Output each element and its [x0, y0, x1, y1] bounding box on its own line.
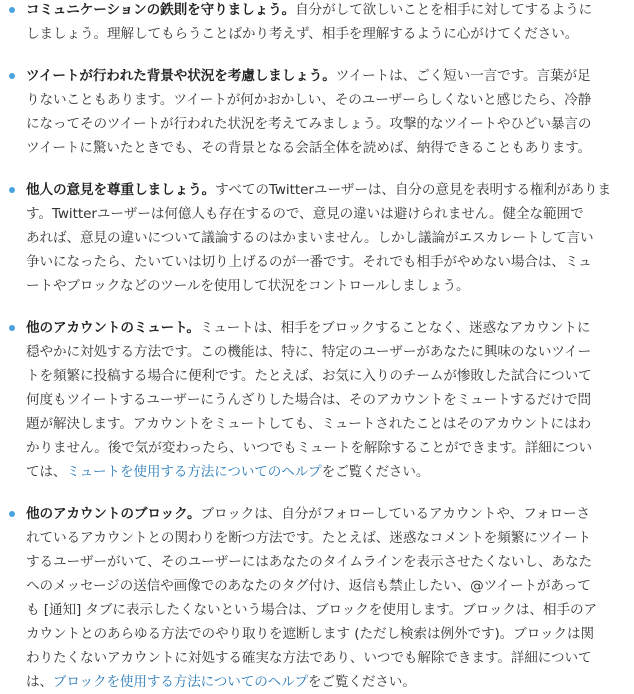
text-line: 題が解決します。アカウントをミュートしても、ミュートされたことはそのアカウントにはわ [26, 416, 592, 432]
rule-heading: コミュニケーションの鉄則を守りましょう。 [26, 2, 296, 18]
rule-text: ツイートは、ごく短い一言です。言葉が足 [335, 68, 591, 84]
rule-heading: 他のアカウントのブロック。 [26, 506, 201, 522]
text-line: 穏やかに対処する方法です。この機能は、特に、特定のユーザーがあなたに興味のないツイー [26, 344, 592, 360]
text-line: りないこともあります。ツイートが何かおかしい、そのユーザーらしくないと感じたら、冷静 [26, 92, 592, 108]
text-line: わりたくないアカウントに対処する確実な方法であり、いつでも解除できます。詳細について [26, 650, 592, 666]
rule-text: は、 [26, 674, 53, 690]
text-line: カウントとのあらゆる方法でのやり取りを遮断します (ただし検索は例外です)。ブロックは関 [26, 626, 594, 642]
block-help-link[interactable]: ブロックを使用する方法についてのヘルプ [52, 674, 309, 690]
rule-text: をご覧ください。 [321, 464, 430, 480]
rule-text: すべてのTwitterユーザーは、自分の意見を表明する権利がありま [215, 182, 612, 198]
text-line: かりません。後で気が変わったら、いつでもミュートを解除することができます。詳細につい [26, 440, 592, 456]
text-line: 何度もツイートするユーザーにうんざりした場合は、そのアカウントをミュートするだけで問 [26, 392, 592, 408]
mute-help-link[interactable]: ミュートを使用する方法についてのヘルプ [66, 464, 322, 480]
rule-heading: 他のアカウントのミュート。 [26, 320, 200, 336]
text-line: しましょう。理解してもらうことばかり考えず、相手を理解するように心がけてください。 [26, 26, 579, 42]
text-line: ツイートに驚いたときでも、その背景となる会話全体を読めば、納得できることもあります。 [26, 140, 592, 156]
rule-text: 自分がして欲しいことを相手に対してするように [295, 2, 593, 18]
rule-heading: 他人の意見を尊重しましょう。 [26, 182, 216, 198]
rule-text: ブロックは、自分がフォローしているアカウントや、フォローさ [200, 506, 590, 522]
text-line: す。Twitterユーザーは何億人も存在するので、意見の違いは避けられません。健全な範囲で [26, 206, 584, 222]
text-line: れているアカウントとの関わりを断つ方法です。たとえば、迷惑なコメントを頻繁にツイート [26, 530, 592, 546]
text-line: 争いになったら、たいていは切り上げるのが一番です。それでも相手がやめない場合は、ミュ [26, 254, 592, 270]
list-item [0, 64, 634, 160]
text-line: あれば、意見の違いについて議論するのはかまいません。しかし議論がエスカレートして言い [26, 230, 594, 246]
rule-text: ては、 [26, 464, 67, 480]
bullet-icon [9, 325, 15, 331]
text-line [26, 670, 634, 694]
rule-heading: ツイートが行われた背景や状況を考慮しましょう。 [26, 68, 336, 84]
text-line: トを頻繁に投稿する場合に便利です。たとえば、お気に入りのチームが惨敗した試合について [26, 368, 592, 384]
rule-text: をご覧ください。 [308, 674, 416, 690]
text-line [26, 64, 634, 88]
list-item [0, 316, 634, 484]
text-line: ートやブロックなどのツールを使用して状況をコントロールしましょう。 [26, 278, 470, 294]
text-line: へのメッセージの送信や画像でのあなたのタグ付け、返信も禁止したい、@ツイートがあって [26, 578, 591, 594]
text-line [26, 460, 634, 484]
bullet-icon [9, 7, 15, 13]
text-line [26, 0, 634, 22]
text-line: するユーザーがいて、そのユーザーにはあなたのタイムラインを表示させたくないし、あなた [26, 554, 592, 570]
text-line [26, 316, 634, 340]
text-line [26, 502, 634, 526]
rule-text: ミュートは、相手をブロックすることなく、迷惑なアカウントに [199, 320, 591, 336]
bullet-icon [9, 511, 15, 517]
text-line: になってそのツイートが行われた状況を考えてみましょう。攻撃的なツイートやひどい暴言の [26, 116, 592, 132]
list-item [0, 178, 634, 298]
text-line: も [通知] タブに表示したくないという場合は、ブロックを使用します。ブロックは、相手のア [26, 602, 597, 618]
text-line [26, 178, 634, 202]
bullet-icon [9, 187, 15, 193]
list-item [0, 502, 634, 694]
list-item [0, 0, 634, 46]
bullet-icon [9, 73, 15, 79]
